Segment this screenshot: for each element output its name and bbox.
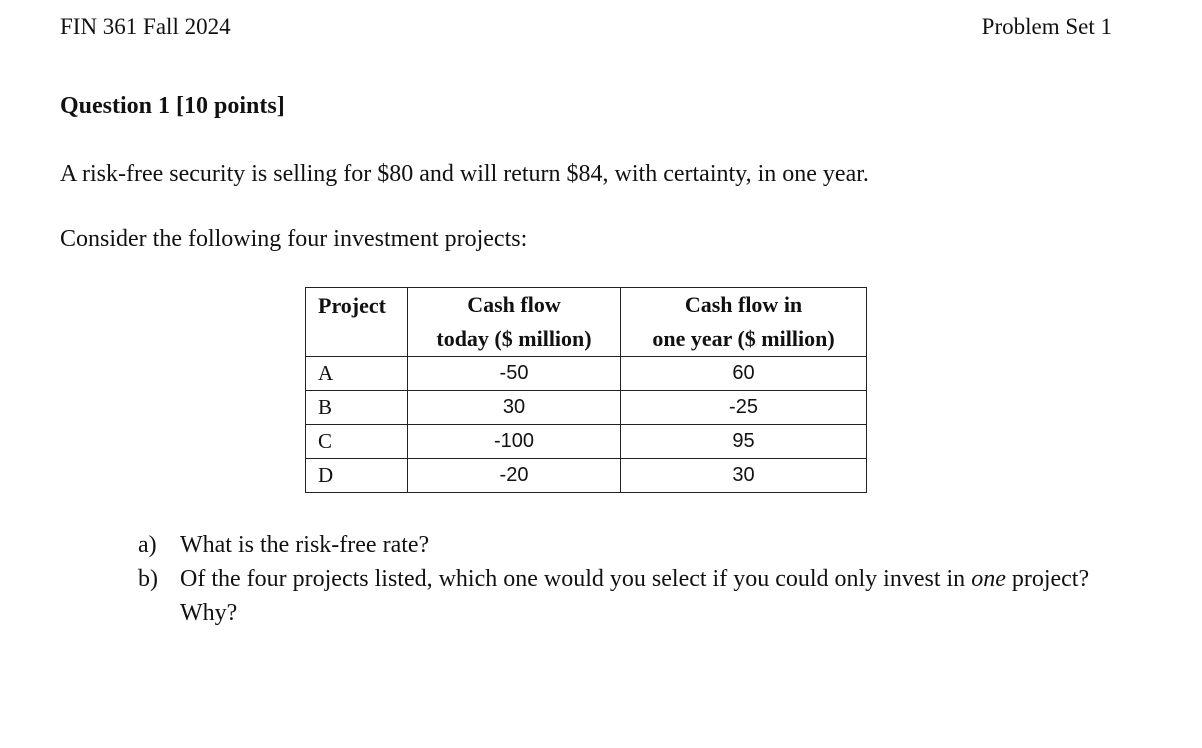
- header-cash-flow-one-year: [621, 288, 867, 357]
- project-id: A: [306, 357, 408, 391]
- question-b-text: [180, 562, 1128, 630]
- problem-set-label: Problem Set 1: [981, 14, 1112, 39]
- question-title: Question 1 [10 points]: [60, 93, 285, 119]
- project-id: C: [306, 425, 408, 459]
- cash-flow-one-year: 60: [621, 357, 867, 391]
- question-b: [138, 562, 1128, 630]
- question-a-marker: a): [138, 532, 157, 558]
- question-b-marker: b): [138, 566, 158, 592]
- cash-flow-today: -50: [408, 357, 621, 391]
- cash-flow-one-year: 95: [621, 425, 867, 459]
- question-list: [138, 528, 1128, 630]
- header-project: [306, 288, 408, 357]
- question-b-emphasis: one: [971, 566, 1006, 592]
- header-year-line1: Cash flow in: [684, 292, 803, 317]
- table-row: [306, 391, 867, 425]
- cash-flow-today: -20: [408, 459, 621, 493]
- header-cash-flow-today: [408, 288, 621, 357]
- header-project-label: Project: [318, 293, 386, 318]
- question-a: [138, 528, 1128, 562]
- cash-flow-one-year: -25: [621, 391, 867, 425]
- consider-paragraph: Consider the following four investment projects:: [60, 226, 528, 252]
- projects-table: [305, 287, 867, 493]
- cash-flow-today: 30: [408, 391, 621, 425]
- header-year-line2: one year ($ million): [652, 326, 835, 351]
- table-row: [306, 425, 867, 459]
- question-b-text-end: project? Why?: [180, 566, 1090, 626]
- header-today-line2: today ($ million): [436, 326, 592, 351]
- header-today-line1: Cash flow: [467, 292, 561, 317]
- table-row: [306, 459, 867, 493]
- project-id: D: [306, 459, 408, 493]
- cash-flow-one-year: 30: [621, 459, 867, 493]
- table-header-row: [306, 288, 867, 357]
- intro-paragraph: A risk-free security is selling for $80 and will return $84, with certainty, in one year.: [60, 161, 869, 187]
- cash-flow-today: -100: [408, 425, 621, 459]
- table-row: [306, 357, 867, 391]
- course-title: FIN 361 Fall 2024: [60, 14, 231, 39]
- question-b-text-start: Of the four projects listed, which one would you select if you could only invest in: [180, 566, 972, 592]
- question-a-text: What is the risk-free rate?: [180, 532, 430, 558]
- project-id: B: [306, 391, 408, 425]
